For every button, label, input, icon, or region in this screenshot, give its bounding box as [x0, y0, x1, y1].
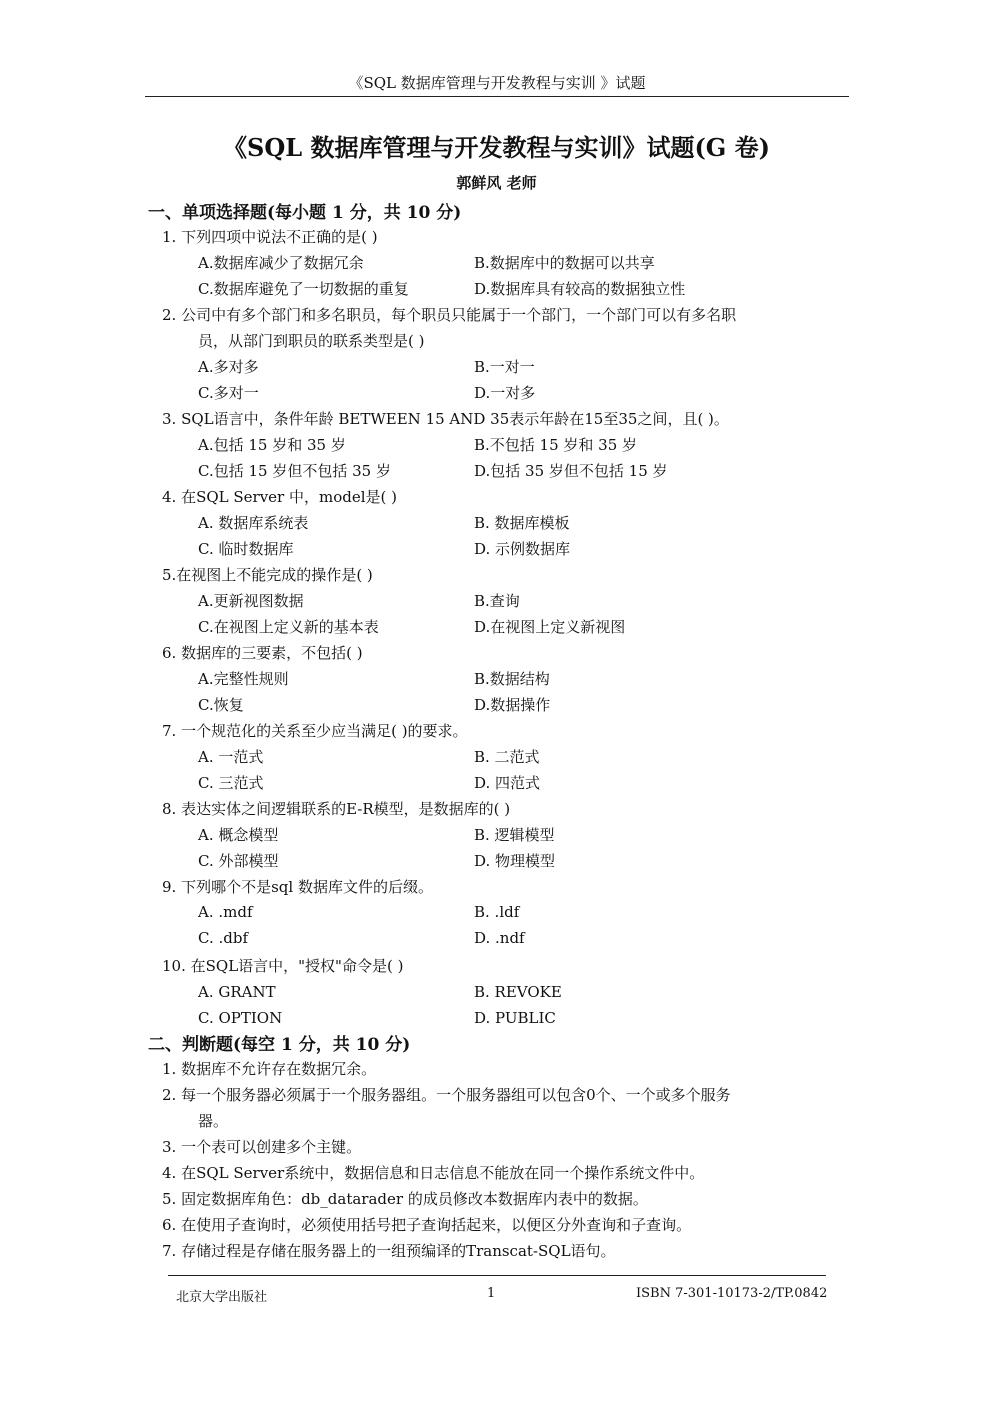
footer-rule — [168, 1275, 826, 1276]
question-stem: 6. 数据库的三要素，不包括( ) — [162, 644, 363, 662]
judgment-item: 5. 固定数据库角色：db_datarader 的成员修改本数据库内表中的数据。 — [162, 1190, 648, 1208]
option-d: D.数据操作 — [474, 696, 551, 714]
running-header: 《SQL 数据库管理与开发教程与实训 》试题 — [348, 74, 646, 92]
option-c: C.多对一 — [198, 384, 259, 402]
option-b: B. 数据库模板 — [474, 514, 570, 532]
option-d: D. PUBLIC — [474, 1009, 556, 1027]
question-stem: 5.在视图上不能完成的操作是( ) — [162, 566, 373, 584]
option-b: B.不包括 15 岁和 35 岁 — [474, 436, 638, 454]
option-a: A. 一范式 — [198, 748, 264, 766]
option-c: C.恢复 — [198, 696, 244, 714]
judgment-item: 3. 一个表可以创建多个主键。 — [162, 1138, 362, 1156]
option-d: D. 物理模型 — [474, 852, 556, 870]
question-stem: 9. 下列哪个不是sql 数据库文件的后缀。 — [162, 878, 433, 896]
option-d: D.在视图上定义新视图 — [474, 618, 626, 636]
judgment-item: 7. 存储过程是存储在服务器上的一组预编译的Transcat-SQL语句。 — [162, 1242, 616, 1260]
option-c: C.包括 15 岁但不包括 35 岁 — [198, 462, 391, 480]
option-d: D. .ndf — [474, 929, 525, 947]
option-b: B.一对一 — [474, 358, 535, 376]
option-b: B. REVOKE — [474, 983, 562, 1001]
judgment-item: 2. 每一个服务器必须属于一个服务器组。一个服务器组可以包含0个、一个或多个服务 — [162, 1086, 731, 1104]
option-c: C. 三范式 — [198, 774, 264, 792]
author-line: 郭鲜风 老师 — [456, 174, 537, 192]
footer-isbn: ISBN 7-301-10173-2/TP.0842 — [636, 1286, 828, 1301]
option-a: A.多对多 — [198, 358, 259, 376]
judgment-item: 6. 在使用子查询时，必须使用括号把子查询括起来，以便区分外查询和子查询。 — [162, 1216, 692, 1234]
option-d: D.包括 35 岁但不包括 15 岁 — [474, 462, 668, 480]
option-d: D.数据库具有较高的数据独立性 — [474, 280, 686, 298]
option-b: B.查询 — [474, 592, 520, 610]
option-c: C. .dbf — [198, 929, 249, 947]
option-a: A.数据库减少了数据冗余 — [198, 254, 364, 272]
page-title: 《SQL 数据库管理与开发教程与实训》试题(G 卷) — [222, 133, 771, 162]
judgment-item: 4. 在SQL Server系统中，数据信息和日志信息不能放在同一个操作系统文件中。 — [162, 1164, 705, 1182]
judgment-item: 1. 数据库不允许存在数据冗余。 — [162, 1060, 377, 1078]
question-stem-continuation: 员，从部门到职员的联系类型是( ) — [198, 332, 425, 350]
option-b: B. 逻辑模型 — [474, 826, 555, 844]
option-b: B.数据结构 — [474, 670, 550, 688]
option-d: D.一对多 — [474, 384, 536, 402]
option-a: A. 概念模型 — [198, 826, 279, 844]
option-b: B. 二范式 — [474, 748, 540, 766]
option-a: A. .mdf — [198, 903, 253, 921]
section-heading-multiple-choice: 一、单项选择题(每小题 1 分，共 10 分) — [148, 203, 462, 223]
section-heading-true-false: 二、判断题(每空 1 分，共 10 分) — [148, 1035, 411, 1055]
option-a: A.更新视图数据 — [198, 592, 304, 610]
option-c: C. 临时数据库 — [198, 540, 294, 558]
question-stem: 4. 在SQL Server 中，model是( ) — [162, 488, 397, 506]
question-stem: 2. 公司中有多个部门和多名职员，每个职员只能属于一个部门，一个部门可以有多名职 — [162, 306, 737, 324]
page-number: 1 — [487, 1286, 496, 1301]
option-a: A.包括 15 岁和 35 岁 — [198, 436, 346, 454]
question-stem: 8. 表达实体之间逻辑联系的E-R模型，是数据库的( ) — [162, 800, 511, 818]
option-d: D. 四范式 — [474, 774, 541, 792]
question-stem: 7. 一个规范化的关系至少应当满足( )的要求。 — [162, 722, 468, 740]
option-c: C.数据库避免了一切数据的重复 — [198, 280, 409, 298]
option-a: A. 数据库系统表 — [198, 514, 309, 532]
question-stem: 1. 下列四项中说法不正确的是( ) — [162, 228, 378, 246]
option-c: C. 外部模型 — [198, 852, 279, 870]
option-c: C. OPTION — [198, 1009, 283, 1027]
footer-publisher: 北京大学出版社 — [176, 1290, 268, 1305]
option-d: D. 示例数据库 — [474, 540, 571, 558]
option-a: A.完整性规则 — [198, 670, 289, 688]
question-stem: 3. SQL语言中，条件年龄 BETWEEN 15 AND 35表示年龄在15至35之间，且( )。 — [162, 410, 729, 428]
header-rule — [145, 96, 849, 97]
option-b: B.数据库中的数据可以共享 — [474, 254, 655, 272]
judgment-item-continuation: 器。 — [198, 1112, 229, 1130]
question-stem: 10. 在SQL语言中，"授权"命令是( ) — [162, 957, 404, 975]
option-b: B. .ldf — [474, 903, 520, 921]
option-c: C.在视图上定义新的基本表 — [198, 618, 379, 636]
option-a: A. GRANT — [198, 983, 276, 1001]
